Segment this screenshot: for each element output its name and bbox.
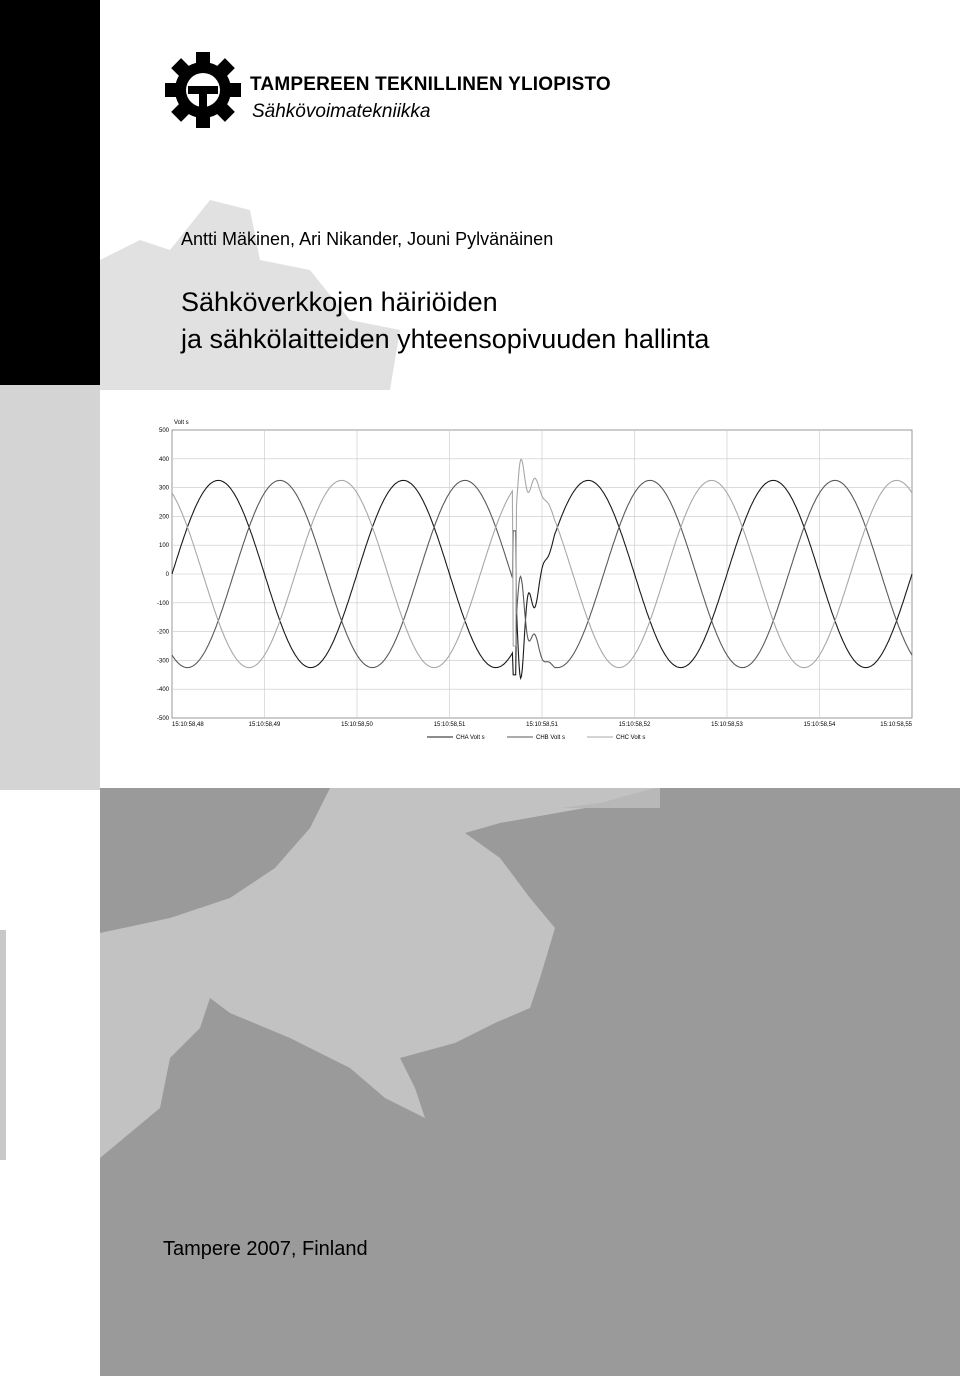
title-line-2: ja sähkölaitteiden yhteensopivuuden hallinta (181, 324, 710, 354)
x-tick-label: 15:10:58,51 (433, 722, 466, 728)
x-tick-label: 15:10:58,48 (172, 722, 204, 728)
x-tick-label: 15:10:58,51 (526, 722, 558, 728)
y-axis-title: Volt s (174, 420, 189, 426)
y-tick-label: 0 (165, 572, 169, 578)
y-tick-label: 400 (158, 456, 169, 463)
y-tick-label: -500 (156, 716, 169, 722)
x-tick-label: 15:10:58,55 (880, 722, 912, 728)
y-tick-label: -300 (156, 658, 169, 665)
university-gear-logo (163, 50, 243, 130)
y-tick-label: -100 (156, 600, 169, 607)
department-name: Sähkövoimatekniikka (252, 101, 431, 122)
grey-cover-panel (100, 788, 960, 1376)
legend-label-2: CHB Volt s (536, 735, 566, 741)
document-title (181, 284, 709, 358)
footer-place-year: Tampere 2007, Finland (163, 1238, 368, 1260)
y-tick-label: 200 (158, 514, 169, 521)
x-tick-label: 15:10:58,54 (803, 722, 836, 728)
gear-watermark-bottom (100, 788, 960, 1376)
x-tick-label: 15:10:58,49 (248, 722, 281, 728)
title-line-1: Sähköverkkojen häiriöiden (181, 287, 498, 317)
x-tick-label: 15:10:58,52 (618, 722, 651, 728)
black-margin-band (0, 0, 100, 385)
left-edge-strip (0, 930, 6, 1160)
authors: Antti Mäkinen, Ari Nikander, Jouni Pylvänäinen (181, 229, 554, 249)
y-tick-label: 100 (158, 543, 169, 550)
y-tick-label: 300 (158, 485, 169, 492)
y-tick-label: -400 (156, 687, 169, 694)
y-tick-label: -200 (156, 629, 169, 636)
legend-label-1: CHA Volt s (456, 735, 485, 741)
legend-label-3: CHC Volt s (616, 735, 646, 741)
y-tick-label: 500 (158, 428, 169, 434)
x-tick-label: 15:10:58,53 (711, 722, 743, 728)
university-name: TAMPEREEN TEKNILLINEN YLIOPISTO (250, 74, 611, 95)
grey-margin-band (0, 385, 100, 790)
x-tick-label: 15:10:58,50 (341, 722, 373, 728)
voltage-chart (150, 405, 940, 750)
